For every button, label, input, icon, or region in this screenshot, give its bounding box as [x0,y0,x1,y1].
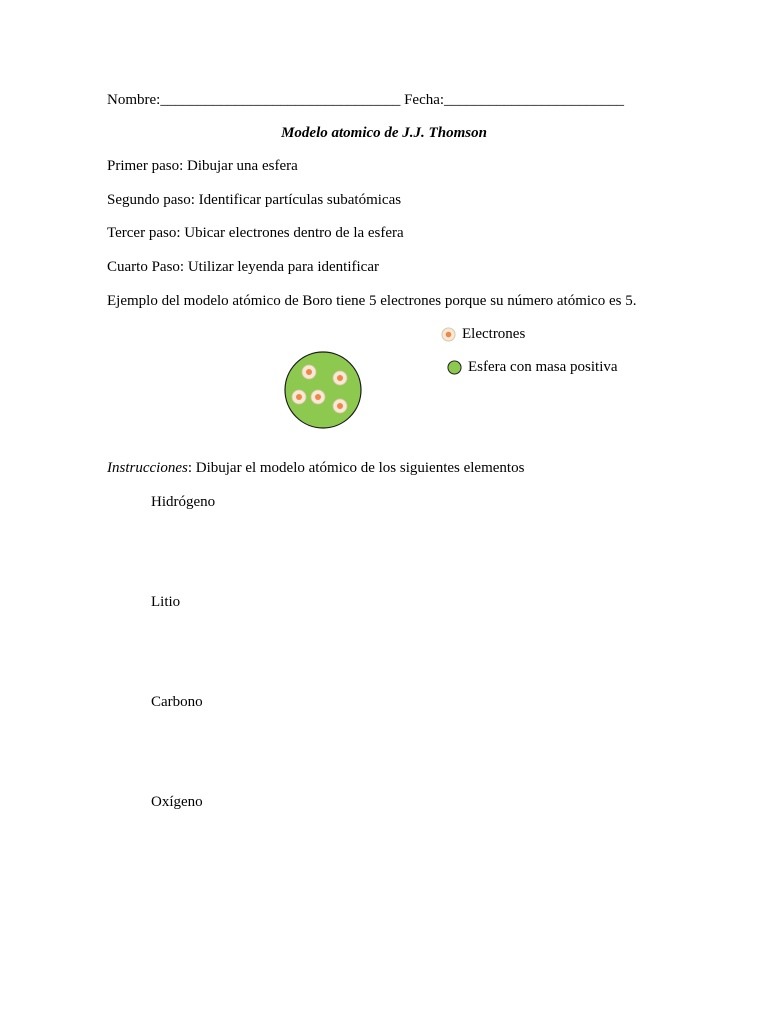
legend-sphere-label: Esfera con masa positiva [468,359,618,375]
legend-electrons [441,325,525,343]
legend-electrons-label: Electrones [462,326,526,342]
element-hidrogeno: Hidrógeno [151,494,216,510]
boron-atom-diagram [283,351,363,429]
electron [311,390,325,404]
step-1: Primer paso: Dibujar una esfera [107,158,298,174]
step-2: Segundo paso: Identificar partículas subatómicas [107,192,402,208]
electron [292,390,306,404]
element-litio: Litio [151,594,181,610]
sphere-icon [447,360,462,375]
electron [333,371,347,385]
positive-sphere [285,352,361,428]
element-carbono: Carbono [151,694,203,710]
date-field-label: Fecha:________________________ [404,92,625,108]
page-title: Modelo atomico de J.J. Thomson [281,125,487,141]
step-3: Tercer paso: Ubicar electrones dentro de la esfera [107,225,404,241]
instructions [107,459,524,477]
electron [333,399,347,413]
header-line [107,91,624,109]
electron [302,365,316,379]
electron-icon [441,327,456,342]
element-oxigeno: Oxígeno [151,794,203,810]
step-4: Cuarto Paso: Utilizar leyenda para identificar [107,259,379,275]
instructions-label: Instrucciones [107,460,188,476]
example-text: Ejemplo del modelo atómico de Boro tiene 5 electrones porque su número atómico es 5. [107,293,637,309]
name-field-label: Nombre:________________________________ [107,92,401,108]
instructions-text: : Dibujar el modelo atómico de los siguientes elementos [187,460,525,476]
legend-sphere [447,358,618,376]
